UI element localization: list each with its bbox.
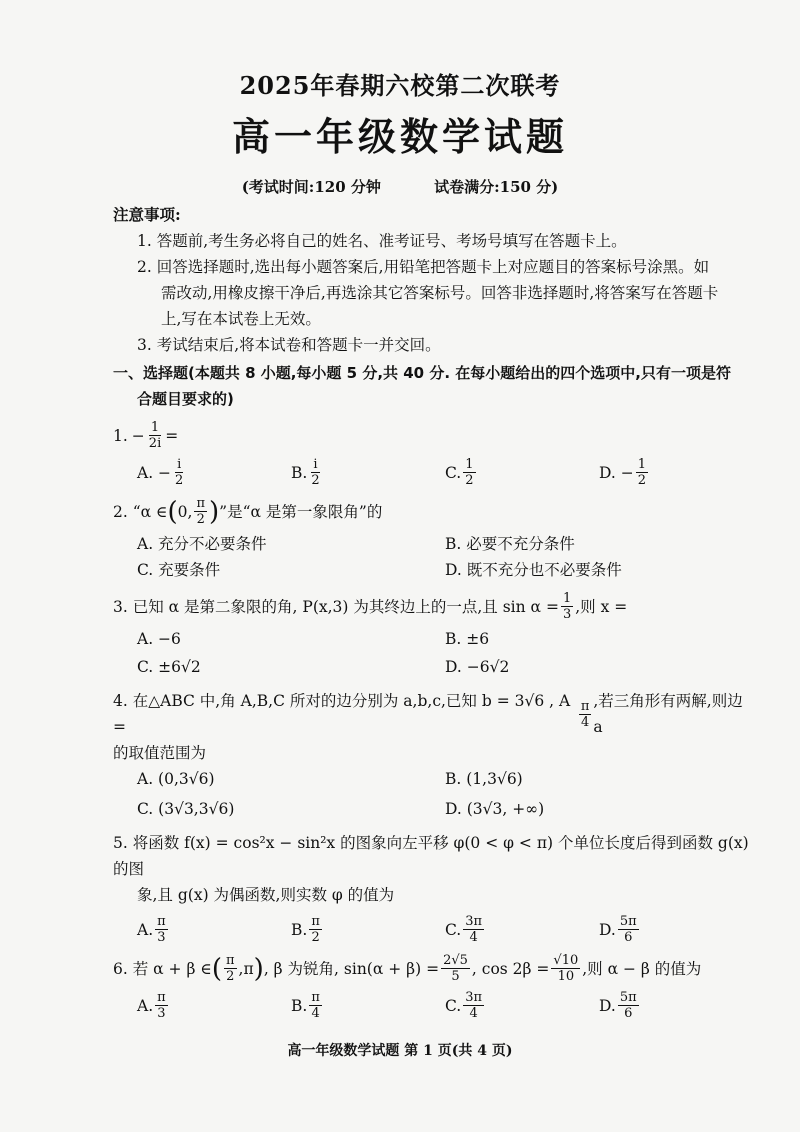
option-d: D. −6√2 <box>445 658 510 676</box>
exam-body <box>113 202 753 1021</box>
option-d: D. − $\frac{1}{2}$ <box>599 457 646 488</box>
question-4: 4. 在△ABC 中,角 A,B,C 所对的边分别为 a,b,c,已知 b = 3√6 , A = $\frac{\pi}{4}$ ,若三角形有两解,则边 a 的取值范围为 A. (0,3√6) B. (1,3√6) C. (3√3,3√6) D. (3√3, +∞) <box>113 688 753 822</box>
option-d: D. $\frac{5\pi}{6}$ <box>599 914 637 945</box>
option-b: B. $\frac{i}{2}$ <box>291 457 320 488</box>
note-item: 3. 考试结束后,将本试卷和答题卡一并交回。 <box>137 336 441 354</box>
option-d: D. (3√3, +∞) <box>445 800 545 818</box>
option-d: D. 既不充分也不必要条件 <box>445 561 622 579</box>
fraction: $\frac{\pi}{2}$ <box>196 496 206 527</box>
option-a: A. 充分不必要条件 <box>137 535 267 553</box>
option-d: D. $\frac{5\pi}{6}$ <box>599 990 637 1021</box>
option-a: A. − $\frac{i}{2}$ <box>137 457 184 488</box>
question-5: 5. 将函数 f(x) = cos²x − sin²x 的图象向左平移 φ(0 < φ < π) 个单位长度后得到函数 g(x) 的图 象,且 g(x) 为偶函数,则实数 φ 的值为 A. $\frac{\pi}{3}$ B. $\frac{\pi}{2}$ C. $\frac{3\pi}{4}$ D. $\frac{5\pi}{6}$ <box>113 830 753 945</box>
option-b: B. 必要不充分条件 <box>445 535 575 553</box>
note-item-cont: 上,写在本试卷上无效。 <box>161 310 321 328</box>
options <box>113 990 753 1021</box>
fraction: $\frac{2√5}{5}$ <box>443 953 468 984</box>
exam-subject-title: 高一年级数学试题 <box>231 114 568 159</box>
option-a: A. (0,3√6) <box>137 770 215 788</box>
option-c: C. (3√3,3√6) <box>137 800 235 818</box>
option-b: B. $\frac{\pi}{2}$ <box>291 914 320 945</box>
option-a: A. $\frac{\pi}{3}$ <box>137 914 166 945</box>
exam-info <box>0 176 800 197</box>
question-6: 6. 若 α + β ∈ ( $\frac{\pi}{2}$ ,π ) , β 为锐角, sin(α + β) = $\frac{2√5}{5}$ , cos 2β = $\frac{√10}{10}$ ,则 α − β 的值为 A. $\frac{\pi}{3}$ B. $\frac{\pi}{4}$ C. $\frac{3\pi}{4}$ D. $\frac{5\pi}{6}$ <box>113 953 753 1021</box>
option-a: A. $\frac{\pi}{3}$ <box>137 990 166 1021</box>
option-b: B. (1,3√6) <box>445 770 523 788</box>
options <box>113 914 753 945</box>
fraction: $\frac{√10}{10}$ <box>553 953 579 984</box>
question-3: 3. 已知 α 是第二象限的角, P(x,3) 为其终边上的一点,且 sin α = $\frac{1}{3}$ ,则 x = A. −6 B. ±6 C. ±6√2 D. −6√2 <box>113 591 753 680</box>
section-heading: 一、选择题(本题共 8 小题,每小题 5 分,共 40 分. 在每小题给出的四个选项中,只有一项是符 合题目要求的) <box>113 364 731 408</box>
option-c: C. ±6√2 <box>137 658 201 676</box>
option-a: A. −6 <box>137 630 181 648</box>
option-c: C. 充要条件 <box>137 561 221 579</box>
question-1: 1. − $\frac{1}{2i}$ = A. − $\frac{i}{2}$ B. $\frac{i}{2}$ C. $\frac{1}{2}$ D. − $\frac{1}{2}$ <box>113 420 753 488</box>
note-item-cont: 需改动,用橡皮擦干净后,再选涂其它答案标号。回答非选择题时,将答案写在答题卡 <box>161 284 719 302</box>
fraction: $\frac{1}{3}$ <box>562 591 572 622</box>
question-2: 2. “α ∈ ( 0, $\frac{\pi}{2}$ ) ”是“α 是第一象限角”的 A. 充分不必要条件 B. 必要不充分条件 C. 充要条件 D. 既不充分也不必要条件 <box>113 496 753 583</box>
option-b: B. ±6 <box>445 630 490 648</box>
option-c: C. $\frac{3\pi}{4}$ <box>445 914 483 945</box>
exam-score: 试卷满分:150 分) <box>434 178 559 196</box>
fraction: $\frac{1}{2i}$ <box>148 420 162 451</box>
exam-time: (考试时间:120 分钟 <box>241 178 381 196</box>
option-b: B. $\frac{\pi}{4}$ <box>291 990 320 1021</box>
fraction: $\frac{\pi}{2}$ <box>225 953 235 984</box>
options <box>113 457 753 488</box>
note-item: 2. 回答选择题时,选出每小题答案后,用铅笔把答题卡上对应题目的答案标号涂黑。如 <box>137 258 710 276</box>
page-footer: 高一年级数学试题 第 1 页(共 4 页) <box>287 1043 513 1059</box>
notes-title: 注意事项: <box>113 205 181 224</box>
fraction: $\frac{\pi}{4}$ <box>580 698 590 730</box>
option-c: C. $\frac{3\pi}{4}$ <box>445 990 483 1021</box>
exam-series-title: 2025年春期六校第二次联考 <box>239 71 561 100</box>
note-item: 1. 答题前,考生务必将自己的姓名、准考证号、考场号填写在答题卡上。 <box>137 232 627 250</box>
option-c: C. $\frac{1}{2}$ <box>445 457 474 488</box>
